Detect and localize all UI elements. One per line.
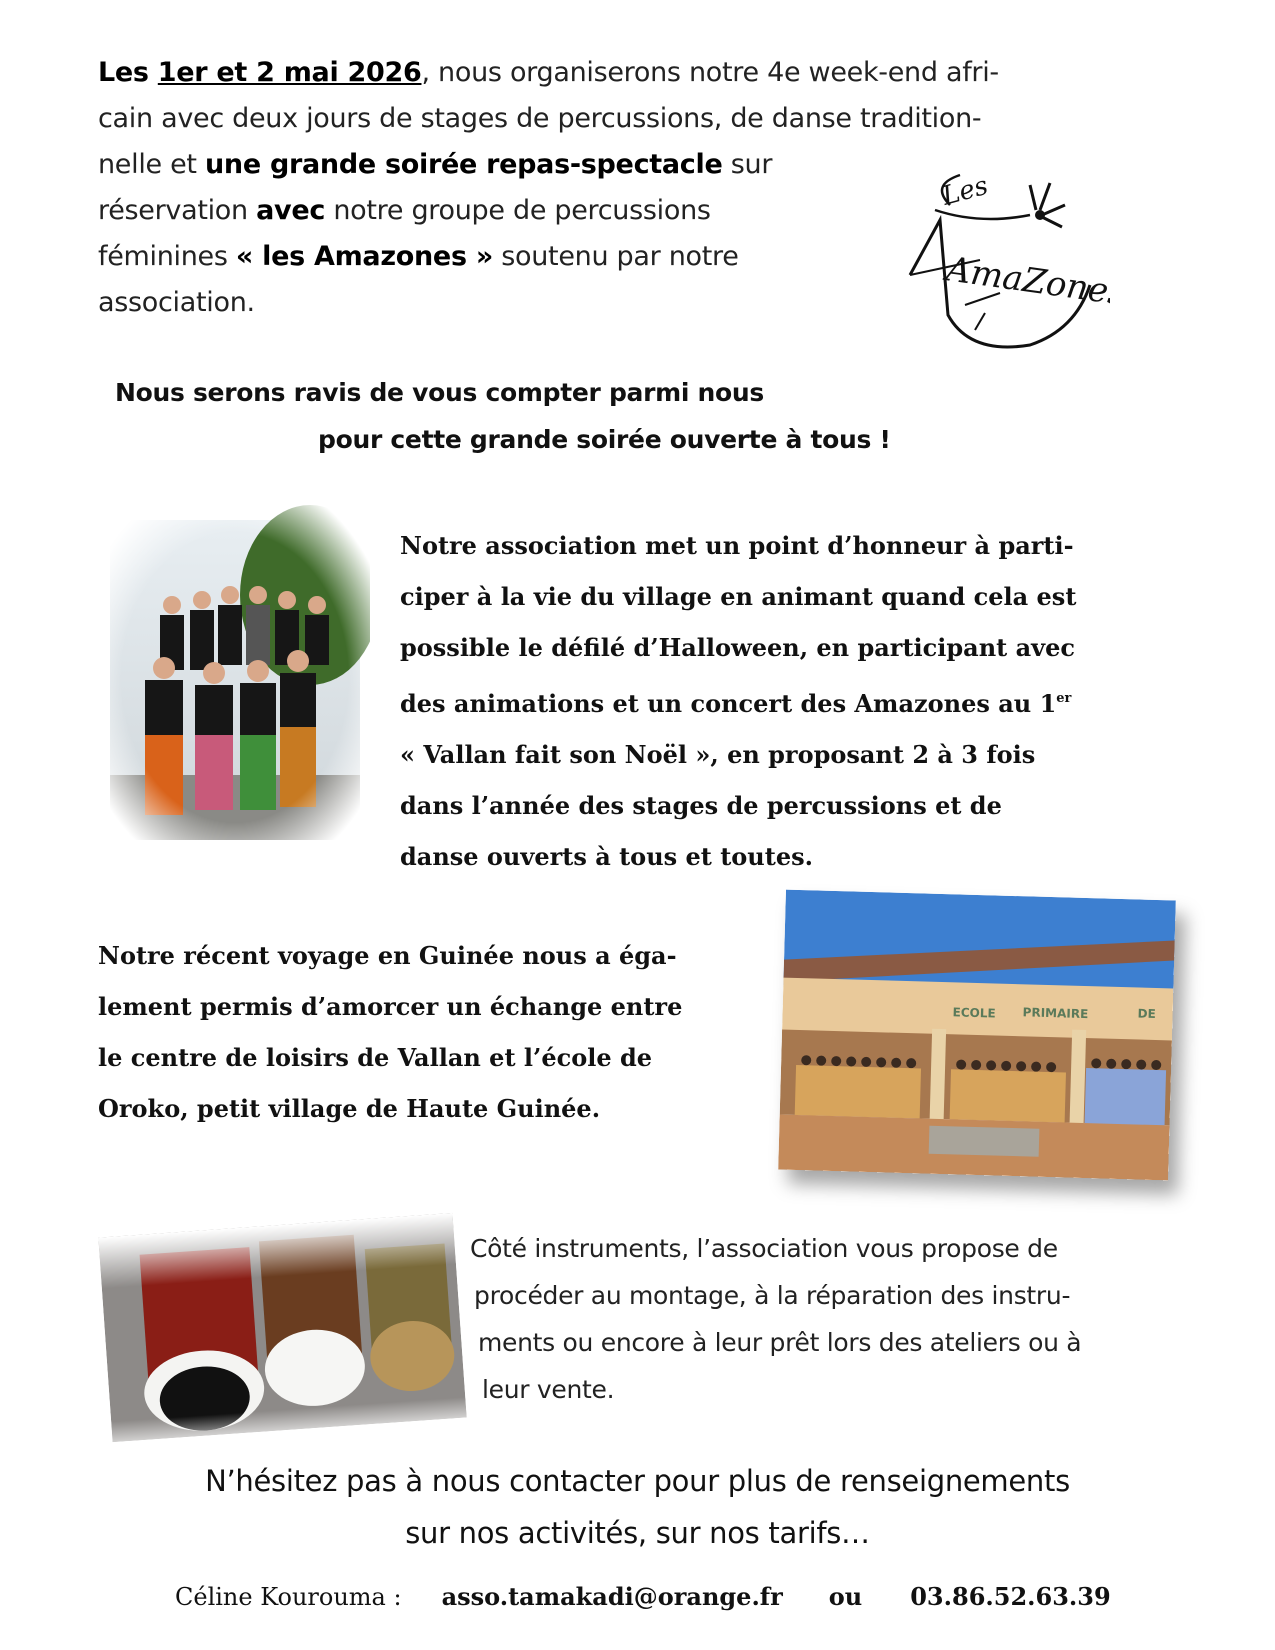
intro-avec: avec (256, 195, 326, 226)
superscript-er: er (1056, 691, 1072, 706)
intro-line-5-post: soutenu par notre (492, 241, 739, 272)
village-line: dans l’année des stages de percussions et de (400, 791, 1002, 820)
contact-email-link[interactable]: asso.tamakadi@orange.fr (441, 1582, 783, 1611)
intro-line-3-pre: nelle et (98, 149, 206, 180)
contact-line (175, 1582, 1125, 1612)
invitation-line-1: Nous serons ravis de vous compter parmi nous (115, 378, 765, 407)
contact-heading-line-2: sur nos activités, sur nos tarifs… (405, 1516, 870, 1550)
contact-heading (0, 1455, 1275, 1559)
svg-text:Les: Les (939, 170, 992, 212)
svg-text:ECOLE: ECOLE (952, 1005, 996, 1021)
intro-line-1-rest: , nous organiserons notre 4e week-end afri- (421, 57, 999, 88)
amazones-group-photo (100, 505, 370, 850)
intro-line-4-post: notre groupe de percussions (325, 195, 711, 226)
instruments-line: procéder au montage, à la réparation des instru- (474, 1281, 1071, 1310)
amazones-logo (890, 165, 1110, 355)
instruments-line: ments ou encore à leur prêt lors des ateliers ou à (478, 1328, 1082, 1357)
contact-phone[interactable]: 03.86.52.63.39 (910, 1582, 1111, 1611)
guinea-line: lement permis d’amorcer un échange entre (98, 992, 683, 1021)
guinea-line: Notre récent voyage en Guinée nous a éga- (98, 941, 677, 970)
drums-photo (98, 1213, 466, 1442)
village-line: possible le défilé d’Halloween, en participant avec (400, 633, 1075, 662)
contact-heading-line-1: N’hésitez pas à nous contacter pour plus de renseignements (205, 1464, 1070, 1498)
village-line: « Vallan fait son Noël », en proposant 2 à 3 fois (400, 740, 1036, 769)
contact-or: ou (828, 1582, 863, 1611)
intro-line-2: cain avec deux jours de stages de percussions, de danse tradition- (98, 103, 982, 134)
village-paragraph (400, 520, 1180, 882)
intro-line-4-pre: réservation (98, 195, 257, 226)
contact-name: Céline Kourouma : (175, 1583, 402, 1611)
event-date: 1er et 2 mai 2026 (157, 57, 422, 88)
instruments-line: Côté instruments, l’association vous propose de (470, 1234, 1058, 1263)
soiree-highlight: une grande soirée repas-spectacle (205, 149, 723, 180)
village-line: ciper à la vie du village en animant quand cela est (400, 582, 1077, 611)
svg-text:AmaZones: AmaZones (943, 249, 1110, 315)
intro-line-3-post: sur (722, 149, 773, 180)
village-line-text: des animations et un concert des Amazones au 1 (400, 689, 1057, 718)
drums-photo-image (98, 1213, 466, 1442)
intro-line-6: association. (98, 287, 255, 318)
village-line (400, 673, 1180, 729)
amazones-logo-icon (890, 165, 1110, 355)
svg-text:PRIMAIRE: PRIMAIRE (1022, 1005, 1089, 1022)
guinea-line: Oroko, petit village de Haute Guinée. (98, 1094, 601, 1123)
guinea-line: le centre de loisirs de Vallan et l’école de (98, 1043, 653, 1072)
intro-line-1 (98, 50, 1178, 96)
amazones-name: « les Amazones » (235, 241, 493, 272)
village-line: Notre association met un point d’honneur à parti- (400, 531, 1074, 560)
invitation-line-2: pour cette grande soirée ouverte à tous ! (318, 425, 891, 454)
intro-les: Les (98, 57, 158, 88)
village-line: danse ouverts à tous et toutes. (400, 842, 813, 871)
intro-line-5-pre: féminines (98, 241, 236, 272)
group-photo-image (100, 505, 370, 850)
instruments-paragraph (470, 1225, 1170, 1413)
instruments-line: leur vente. (482, 1375, 615, 1404)
guinea-paragraph (98, 930, 778, 1134)
school-photo (778, 890, 1176, 1181)
school-photo-image (778, 890, 1176, 1181)
svg-text:DE: DE (1137, 1006, 1157, 1021)
